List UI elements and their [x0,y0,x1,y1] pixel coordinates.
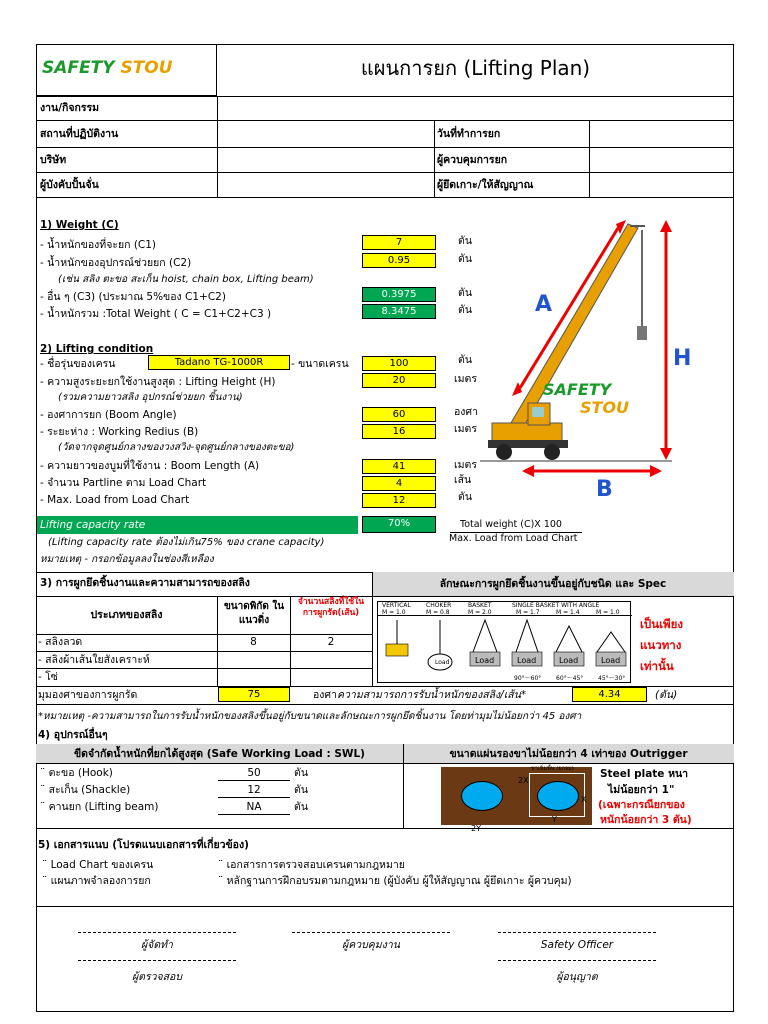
side-note: เป็นเพียง แนวทาง เท่านั้น [640,617,683,673]
dim-x: X [581,795,587,804]
height-unit: เมตร [454,373,477,385]
c3-unit: ตัน [458,287,472,299]
plate-text-1: Steel plate หนา [600,768,689,780]
load-word: Load [517,656,537,665]
hitch-header [378,602,632,616]
controller-label: ผู้ควบคุมการยก [437,154,508,166]
angle-range: 45°～30° [598,675,626,682]
hitch-angle: SINGLE BASKET WITH ANGLE [512,602,600,609]
col-count: จำนวนสลิงที่ใช้ในการผูกรัด(เส้น) [297,597,365,618]
shackle-underline [218,797,290,798]
outrigger-pad-icon [461,781,503,811]
hook-label: ¨ ตะขอ (Hook) [40,767,113,779]
documents-heading: 5) เอกสารแนบ (โปรดแนบเอกสารที่เกี่ยวข้อง) [38,839,249,851]
divider [36,906,734,907]
beam-underline [218,814,290,815]
c2-unit: ตัน [458,253,472,265]
hitch-vertical: VERTICAL [382,602,411,609]
angle-label: - องศาการยก (Boom Angle) [40,409,177,421]
divider [36,147,734,148]
sling-cap-label: ความสามารถการรับน้ำหนักของสลิง/เส้น* [337,689,527,701]
commander-label: ผู้บังคับปั้นจั่น [40,179,99,191]
hitch-choker-m: M = 0.8 [426,609,450,616]
shackle-unit: ตัน [294,784,308,796]
height-field[interactable]: 20 [362,373,436,388]
hook-unit: ตัน [294,767,308,779]
divider [36,172,734,173]
formula-bottom: Max. Load from Load Chart [449,533,578,544]
beam-field[interactable]: NA [246,801,262,813]
sling-heading: 3) การผูกยึดชิ้นงานและความสามารถของสลิง [40,577,250,589]
col-sling-type: ประเภทของสลิง [90,609,163,621]
rate-note: (Lifting capacity rate ต้องไม่เกิน75% ของ crane capacity) [48,537,325,548]
hitch-m-17: M = 1.7 [516,609,540,616]
c1-unit: ตัน [458,235,472,247]
wheel-icon [544,444,560,460]
c2-field[interactable]: 0.95 [362,253,436,268]
sling-angle-unit: องศา [313,689,337,701]
wheel-icon [496,444,512,460]
load-word: Load [435,659,450,666]
weight-heading: 1) Weight (C) [40,219,119,231]
radius-label: - ระยะห่าง : Working Redius (B) [40,426,199,438]
load-word: Load [475,656,495,665]
hook-field[interactable]: 50 [247,767,261,779]
company-label: บริษัท [40,154,67,166]
signature-line[interactable] [292,932,450,933]
label-a: A [535,292,553,317]
rate-value: 70% [362,516,436,533]
dim-2y: 2Y [471,824,481,833]
capacity-field[interactable]: 100 [362,356,436,371]
maxload-label: - Max. Load from Load Chart [40,494,190,506]
divider [434,120,435,197]
beam-label: ¨ คานยก (Lifting beam) [40,801,159,813]
hitch-vertical-m: M = 1.0 [382,609,406,616]
doc-training[interactable]: ¨ หลักฐานการฝึกอบรมตามกฎหมาย (ผู้บังคับ ผู้ให้สัญญาณ ผู้ยึดเกาะ ผู้ควบคุม) [218,875,572,887]
date-label: วันที่ทำการยก [437,128,501,140]
divider [36,596,734,597]
hitch-diagram [377,601,631,683]
watermark-safety: SAFETY [543,380,612,399]
beam-unit: ตัน [294,801,308,813]
divider [36,651,372,652]
divider [36,668,372,669]
radius-note: (วัดจากจุดศูนย์กลางของวงสวิง-จุดศูนย์กลางของตะขอ) [58,442,295,453]
divider [589,120,590,197]
plate-red-1: (เฉพาะกรณียกของ [598,799,685,811]
capacity-label: - ขนาดเครน [291,358,349,370]
radius-field[interactable]: 16 [362,424,436,439]
crane-label: - ชื่อรุ่นของเครน [40,358,116,370]
c2-note: (เช่น สลิง ตะขอ สะเก็น hoist, chain box, Lifting beam) [58,274,314,285]
plate-text-2: ไม่น้อยกว่า 1" [608,784,675,796]
row-wire: - สลิงลวด [38,636,83,648]
signature-line[interactable] [78,960,236,961]
spec-heading: ลักษณะการผูกยึดชิ้นงานขึ้นอยู่กับชนิด และ Spec [439,578,667,590]
hitch-basket-m: M = 2.0 [468,609,492,616]
c1-label: - น้ำหนักของที่จะยก (C1) [40,239,157,251]
plate-red-2: หนักน้อยกว่า 3 ตัน) [600,814,692,826]
hook-underline [218,780,290,781]
divider [217,96,218,197]
divider [36,120,734,121]
label-b: B [596,477,613,502]
c1-field[interactable]: 7 [362,235,436,250]
hitch-m-10: M = 1.0 [596,609,620,616]
angle-unit: องศา [454,406,478,418]
equipment-heading: 4) อุปกรณ์อื่นๆ [38,729,108,741]
divider [36,96,734,97]
maxload-field[interactable]: 12 [362,493,436,508]
height-label: - ความสูงระยะยกใช้งานสูงสุด : Lifting Height (H) [40,376,276,388]
dim-2x: 2X [518,776,529,785]
dim-y: Y [552,815,557,824]
capacity-unit: ตัน [458,354,472,366]
divider [36,763,734,764]
signature-line[interactable] [78,932,236,933]
hitch-choker: CHOKER [426,602,452,609]
row-synthetic: - สลิงผ้าเส้นใยสังเคราะห์ [38,654,150,666]
shackle-label: ¨ สะเก็น (Shackle) [40,784,131,796]
logo: SAFETY STOU [42,58,173,78]
row-chain: - โซ่ [38,671,58,683]
partline-label: - จำนวน Partline ตาม Load Chart [40,477,207,489]
site-label: สถานที่ปฏิบัติงาน [40,128,119,140]
outrigger-heading: ขนาดแผ่นรองขาไม่น้อยกว่า 4 เท่าของ Outrigger [449,748,688,760]
dim-note: ขาเฉิ่มพื้น (ยกจม) [531,766,574,772]
row-wire-count[interactable]: 2 [327,636,335,648]
shackle-field[interactable]: 12 [247,784,261,796]
sign-approver: ผู้อนุญาต [556,971,598,983]
boom-unit: เมตร [454,459,477,471]
radius-unit: เมตร [454,423,477,435]
partline-field[interactable]: 4 [362,476,436,491]
activity-label: งาน/กิจกรรม [40,102,100,114]
row-wire-size[interactable]: 8 [250,636,257,648]
sling-angle-label: มุมองศาของการผูกรัด [38,689,138,701]
hitch-basket: BASKET [468,602,492,609]
doc-lift-diagram[interactable]: ¨ แผนภาพจำลองการยก [42,875,151,887]
divider [36,704,734,705]
sling-cap-field[interactable]: 4.34 [572,687,647,702]
sling-cap-unit: (ตัน) [655,689,678,701]
sling-footnote: *หมายเหตุ -ความสามารถในการรับน้ำหนักของสลิงขึ้นอยู่กับขนาดและลักษณะการผูกยึดชิ้นงาน โดยท่ามุมไม่น้อยกว่า 45 องศา [38,711,582,722]
doc-crane-inspection[interactable]: ¨ เอกสารการตรวจสอบเครนตามกฎหมาย [218,859,405,871]
watermark-stou: STOU [580,398,630,417]
crane-diagram [480,218,705,503]
total-label: - น้ำหนักรวม :Total Weight ( C = C1+C2+C3 ) [40,308,272,320]
swl-heading: ขีดจำกัดน้ำหนักที่ยกได้สูงสุด (Safe Working Load : SWL) [74,748,365,760]
height-note: (รวมความยาวสลิง อุปกรณ์ช่วยยก ชิ้นงาน) [58,392,243,403]
load-word: Load [559,656,579,665]
angle-field[interactable]: 60 [362,407,436,422]
sling-angle-field[interactable]: 75 [218,687,290,702]
total-unit: ตัน [458,304,472,316]
lifting-heading: 2) Lifting condition [40,343,154,355]
partline-unit: เส้น [454,474,472,486]
c3-value: 0.3975 [362,287,436,302]
total-value: 8.3475 [362,304,436,319]
page-title: แผนการยก (Lifting Plan) [360,56,591,80]
divider [36,828,734,829]
rate-note-2: หมายเหตุ - กรอกข้อมูลลงในช่องสีเหลือง [40,554,214,565]
formula-top: Total weight (C)X 100 [460,519,562,530]
angle-range: 60°～45° [556,675,584,682]
rigger-label: ผู้ยึดเกาะ/ให้สัญญาณ [437,179,534,191]
doc-load-chart[interactable]: ¨ Load Chart ของเครน [42,859,154,871]
sign-preparer: ผู้จัดทำ [141,939,173,951]
sign-supervisor: ผู้ควบคุมงาน [342,939,400,951]
c2-label: - น้ำหนักของอุปกรณ์ช่วยยก (C2) [40,257,192,269]
boom-label: - ความยาวของบูมที่ใช้งาน : Boom Length (A) [40,460,260,472]
sign-safety-officer: Safety Officer [540,939,614,951]
maxload-unit: ตัน [458,491,472,503]
angle-range: 90°～60° [514,675,542,682]
c3-label: - อื่น ๆ (C3) (ประมาณ 5%ของ C1+C2) [40,291,226,303]
sign-inspector: ผู้ตรวจสอบ [131,971,183,983]
divider [372,596,373,686]
signature-line[interactable] [498,960,656,961]
rate-label: Lifting capacity rate [40,519,146,531]
divider [36,197,734,198]
col-size: ขนาดพิกัด ในแนวดิ่ง [223,601,285,626]
boom-field[interactable]: 41 [362,459,436,474]
signature-line[interactable] [498,932,656,933]
crane-model-field[interactable]: Tadano TG-1000R [148,355,290,370]
plate-outline [529,773,585,817]
label-h: H [673,346,692,371]
hook-block-icon [637,326,647,340]
load-word: Load [601,656,621,665]
hitch-m-14: M = 1.4 [556,609,580,616]
